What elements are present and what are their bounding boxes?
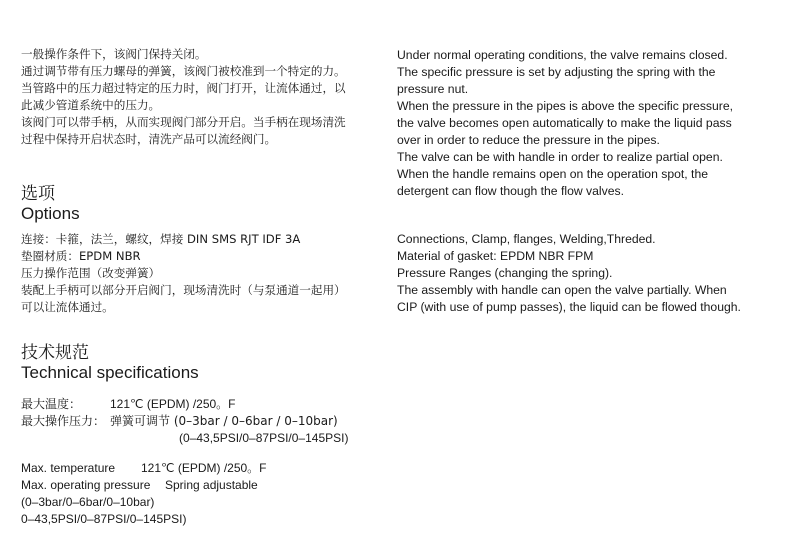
max-temp-label-en: Max. temperature bbox=[21, 461, 116, 475]
intro-en-line: pressure nut. bbox=[397, 82, 469, 96]
options-title-cn: 选项 bbox=[21, 184, 55, 204]
options-cn-line: 连接：卡箍，法兰，螺纹，焊接 DIN SMS RJT IDF 3A bbox=[21, 232, 301, 246]
intro-cn-line: 该阀门可以带手柄，从而实现阀门部分开启。当手柄在现场清洗 bbox=[21, 115, 346, 129]
intro-en-line: over in order to reduce the pressure in the pipes. bbox=[397, 133, 660, 147]
intro-cn-line: 通过调节带有压力螺母的弹簧，该阀门被校准到一个特定的力。 bbox=[21, 64, 346, 78]
options-cn-line: 压力操作范围（改变弹簧） bbox=[21, 266, 161, 280]
intro-cn-line: 一般操作条件下，该阀门保持关闭。 bbox=[21, 47, 207, 61]
options-cn-line: 垫圈材质：EPDM NBR bbox=[21, 249, 141, 263]
intro-cn-line: 此减少管道系统中的压力。 bbox=[21, 98, 161, 112]
options-heading bbox=[21, 185, 80, 224]
tech-heading bbox=[21, 344, 199, 383]
options-cn-block bbox=[21, 231, 346, 316]
intro-en-block bbox=[397, 47, 733, 200]
options-cn-line: 可以让流体通过。 bbox=[21, 300, 114, 314]
max-temp-label-cn: 最大温度： bbox=[21, 397, 82, 411]
max-pressure-label-en: Max. operating pressure bbox=[21, 478, 151, 492]
max-temp-value-en: 121℃ (EPDM) /250。F bbox=[141, 461, 267, 475]
intro-en-line: The valve can be with handle in order to realize partial open. bbox=[397, 150, 723, 164]
intro-en-line: detergent can flow though the flow valves. bbox=[397, 184, 624, 198]
intro-en-line: When the handle remains open on the operation spot, the bbox=[397, 167, 708, 181]
options-en-line: The assembly with handle can open the valve partially. When bbox=[397, 283, 727, 297]
tech-title-en: Technical specifications bbox=[21, 363, 199, 382]
options-en-line: Connections, Clamp, flanges, Welding,Threded. bbox=[397, 232, 656, 246]
max-pressure-psi-cn: (0–43,5PSI/0–87PSI/0–145PSI) bbox=[179, 431, 349, 445]
intro-en-line: the valve becomes open automatically to make the liquid pass bbox=[397, 116, 732, 130]
intro-cn-line: 当管路中的压力超过特定的压力时，阀门打开，让流体通过，以 bbox=[21, 81, 346, 95]
psi-range-en: 0–43,5PSI/0–87PSI/0–145PSI) bbox=[21, 512, 187, 526]
options-cn-line: 装配上手柄可以部分开启阀门，现场清洗时（与泵通道一起用） bbox=[21, 283, 346, 297]
tech-title-cn: 技术规范 bbox=[21, 343, 89, 363]
max-pressure-value-en: Spring adjustable bbox=[165, 478, 258, 492]
options-en-line: Material of gasket: EPDM NBR FPM bbox=[397, 249, 594, 263]
intro-en-line: Under normal operating conditions, the valve remains closed. bbox=[397, 48, 728, 62]
intro-cn-line: 过程中保持开启状态时，清洗产品可以流经阀门。 bbox=[21, 132, 277, 146]
intro-cn-block bbox=[21, 46, 346, 148]
options-en-line: CIP (with use of pump passes), the liquid can be flowed though. bbox=[397, 300, 741, 314]
options-en-block bbox=[397, 231, 741, 316]
intro-en-line: When the pressure in the pipes is above the specific pressure, bbox=[397, 99, 734, 113]
options-title-en: Options bbox=[21, 204, 80, 223]
options-en-line: Pressure Ranges (changing the spring). bbox=[397, 266, 613, 280]
intro-en-line: The specific pressure is set by adjusting the spring with the bbox=[397, 65, 716, 79]
max-temp-value-cn: 121℃ (EPDM) /250。F bbox=[110, 397, 236, 411]
max-pressure-label-cn: 最大操作压力： bbox=[21, 414, 106, 428]
max-pressure-value-cn: 弹簧可调节 (0–3bar / 0–6bar / 0–10bar) bbox=[110, 414, 338, 428]
bar-range-en: (0–3bar/0–6bar/0–10bar) bbox=[21, 495, 155, 509]
